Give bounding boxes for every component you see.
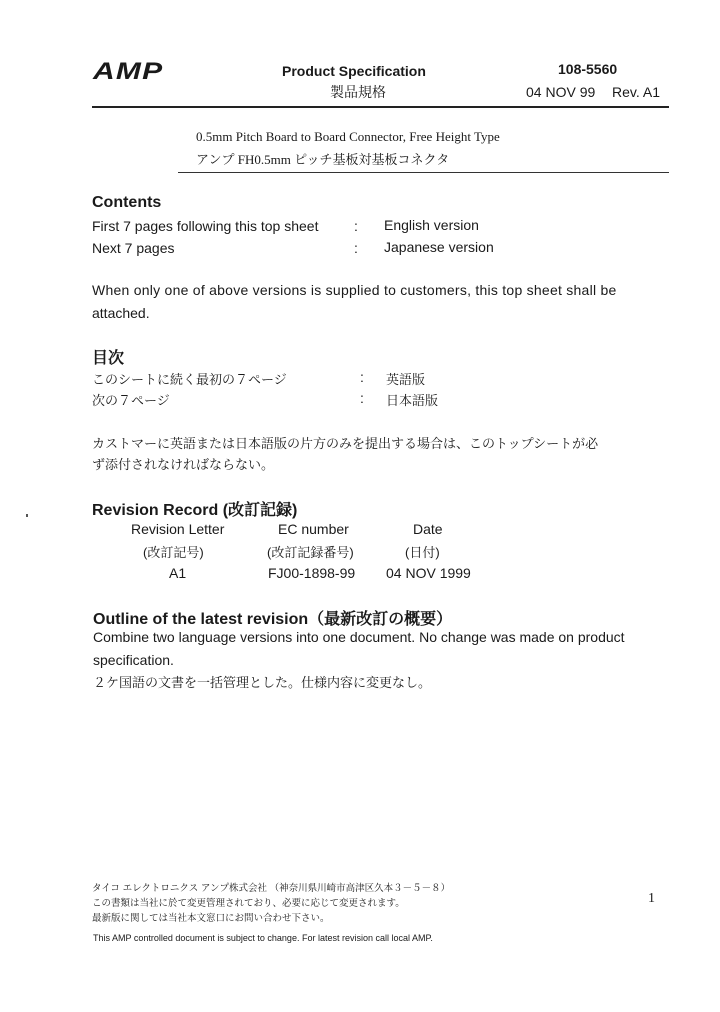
contents-jp-row-label: 次の７ページ <box>92 393 170 408</box>
page-number: 1 <box>648 891 655 906</box>
contents-heading: Contents <box>92 194 162 211</box>
header-divider <box>92 106 669 108</box>
contents-row-value: English version <box>384 217 479 233</box>
column-header-date-jp: (日付) <box>405 545 440 560</box>
footer-notice-en: This AMP controlled document is subject to change. For latest revision call local AMP. <box>93 933 433 943</box>
contents-row-value: Japanese version <box>384 239 494 255</box>
subject-title-jp: アンプ FH0.5mm ピッチ基板対基板コネクタ <box>196 152 450 167</box>
document-number: 108-5560 <box>558 61 618 77</box>
footer-notice-jp-2: 最新版に関しては当社本文窓口にお問い合わせ下さい。 <box>92 913 330 924</box>
outline-heading: Outline of the latest revision（最新改訂の概要） <box>93 611 453 628</box>
contents-note-line-2: attached. <box>92 305 150 321</box>
revision-row-date: 04 NOV 1999 <box>386 565 471 581</box>
outline-line-2: specification. <box>93 652 174 668</box>
contents-jp-row-separator: : <box>360 369 364 385</box>
contents-row-label: Next 7 pages <box>92 240 175 256</box>
column-header-ec-number: EC number <box>278 521 349 537</box>
contents-note-line-1: When only one of above versions is supplied to customers, this top sheet shall be <box>92 282 617 298</box>
document-type-title-jp: 製品規格 <box>330 84 386 100</box>
column-header-revision-letter-jp: (改訂記号) <box>143 545 204 560</box>
revision-row-ec-number: FJ00-1898-99 <box>268 565 356 581</box>
contents-row-separator: : <box>354 218 358 234</box>
contents-jp-note-line-2: ず添付されなければならない。 <box>92 457 275 472</box>
footer-company-line: タイコ エレクトロニクス アンプ株式会社 （神奈川県川崎市高津区久本３－５－８） <box>92 883 451 894</box>
revision-row-letter: A1 <box>169 565 187 581</box>
outline-line-3-jp: ２ケ国語の文書を一括管理とした。仕様内容に変更なし。 <box>93 675 432 690</box>
document-revision: Rev. A1 <box>612 84 660 100</box>
revision-record-heading: Revision Record (改訂記録) <box>92 502 298 519</box>
contents-row-separator: : <box>354 240 358 256</box>
contents-jp-row-label: このシートに続く最初の７ページ <box>92 372 287 387</box>
contents-jp-row-separator: : <box>360 390 364 406</box>
document-date: 04 NOV 99 <box>526 84 596 100</box>
column-header-ec-number-jp: (改訂記録番号) <box>267 545 354 560</box>
footer-notice-jp-1: この書類は当社に於て変更管理されており、必要に応じて変更されます。 <box>92 898 405 909</box>
contents-row-label: First 7 pages following this top sheet <box>92 218 319 234</box>
contents-jp-heading: 目次 <box>92 350 125 367</box>
contents-jp-note-line-1: カストマーに英語または日本語版の片方のみを提出する場合は、このトップシートが必 <box>92 436 599 451</box>
amp-logo: AMP <box>93 58 164 85</box>
scan-mark <box>26 514 28 517</box>
column-header-date: Date <box>413 521 443 537</box>
contents-jp-row-value: 英語版 <box>386 372 426 387</box>
column-header-revision-letter: Revision Letter <box>131 521 225 537</box>
subject-divider <box>178 172 669 173</box>
contents-jp-row-value: 日本語版 <box>386 393 439 408</box>
subject-title-en: 0.5mm Pitch Board to Board Connector, Free Height Type <box>196 129 500 144</box>
outline-line-1: Combine two language versions into one document. No change was made on product <box>93 629 625 645</box>
document-type-title: Product Specification <box>282 63 426 79</box>
